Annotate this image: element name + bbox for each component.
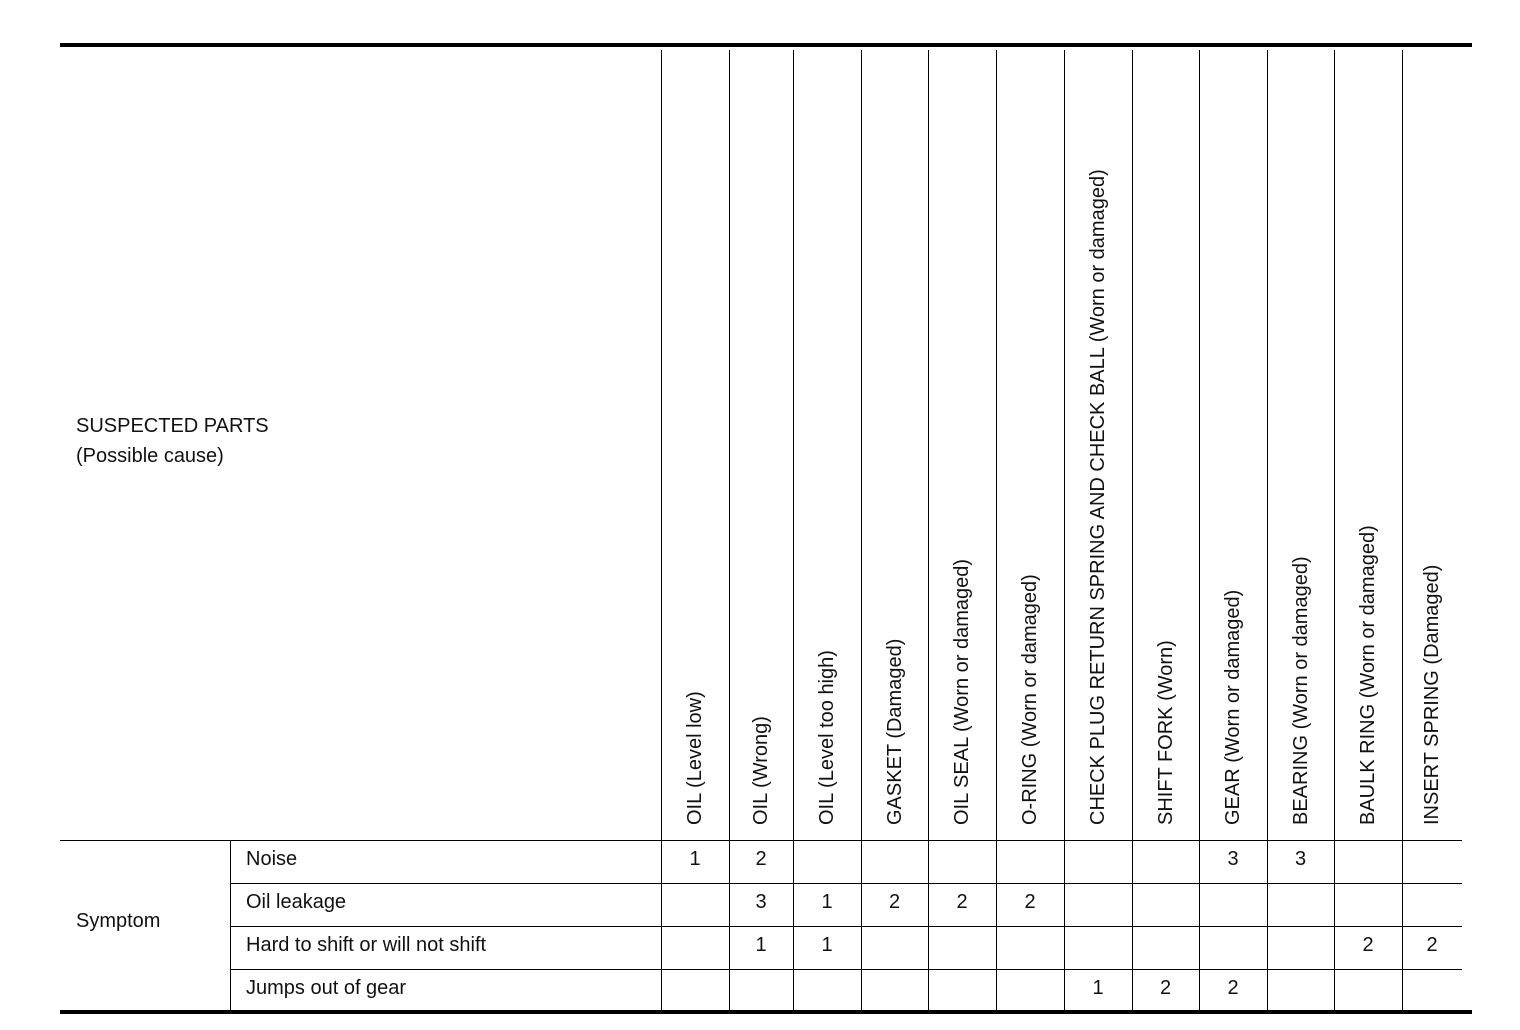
column-divider	[1334, 50, 1335, 1011]
column-header-label: BEARING (Worn or damaged)	[1289, 556, 1312, 825]
column-divider	[1132, 50, 1133, 1011]
row-divider	[230, 883, 1462, 884]
column-header-label: SHIFT FORK (Worn)	[1154, 640, 1177, 825]
row-label: Hard to shift or will not shift	[246, 934, 487, 956]
table-cell: 2	[755, 848, 767, 870]
table-cell: 2	[1159, 977, 1172, 999]
suspected-parts-heading	[76, 411, 269, 471]
table-cell: 1	[821, 891, 833, 913]
table-cell: 3	[755, 891, 767, 913]
column-divider	[1402, 50, 1403, 1011]
column-divider	[861, 50, 862, 1011]
symptom-label: Symptom	[76, 910, 161, 932]
table-cell: 1	[1092, 977, 1104, 999]
table-cell: 2	[1362, 934, 1374, 956]
column-header-label: OIL (Level low)	[684, 691, 706, 825]
column-header-label: OIL (Level too high)	[816, 650, 838, 825]
table-cell: 2	[1426, 934, 1438, 956]
column-header-label: O-RING (Worn or damaged)	[1019, 574, 1041, 825]
column-divider	[729, 50, 730, 1011]
table-cell: 1	[755, 934, 767, 956]
table-cell: 1	[689, 848, 701, 870]
column-header-label: OIL SEAL (Worn or damaged)	[951, 558, 973, 825]
column-header-label: BAULK RING (Worn or damaged)	[1357, 525, 1379, 825]
heading-line-2: (Possible cause)	[76, 445, 224, 467]
row-divider	[230, 969, 1462, 970]
table-cell: 3	[1227, 848, 1239, 870]
column-divider	[1199, 50, 1200, 1011]
table-cell: 1	[821, 934, 833, 956]
row-label: Oil leakage	[246, 891, 347, 913]
heading-line-1: SUSPECTED PARTS	[76, 415, 269, 437]
table-cell: 2	[956, 891, 968, 913]
column-divider	[996, 50, 997, 1011]
row-label: Noise	[246, 848, 298, 870]
table-cell: 2	[1227, 977, 1239, 999]
column-divider	[1267, 50, 1268, 1011]
column-header-label: INSERT SPRING (Damaged)	[1421, 564, 1443, 825]
column-header-label: OIL (Wrong)	[750, 716, 772, 825]
column-header-label: GASKET (Damaged)	[883, 638, 906, 825]
column-header-label: CHECK PLUG RETURN SPRING AND CHECK BALL (Worn or damaged)	[1087, 169, 1109, 825]
row-divider	[230, 926, 1462, 927]
table-cell: 2	[1024, 891, 1036, 913]
top-rule	[60, 43, 1472, 47]
row-label: Jumps out of gear	[246, 977, 407, 999]
table-cell: 3	[1294, 848, 1307, 870]
bottom-rule	[60, 1010, 1472, 1014]
column-divider	[661, 50, 662, 1011]
column-divider	[793, 50, 794, 1011]
table-cell: 2	[888, 891, 901, 913]
column-divider	[1064, 50, 1065, 1011]
header-bottom-line	[60, 840, 1462, 841]
column-divider	[928, 50, 929, 1011]
column-header-label: GEAR (Worn or damaged)	[1222, 589, 1244, 825]
